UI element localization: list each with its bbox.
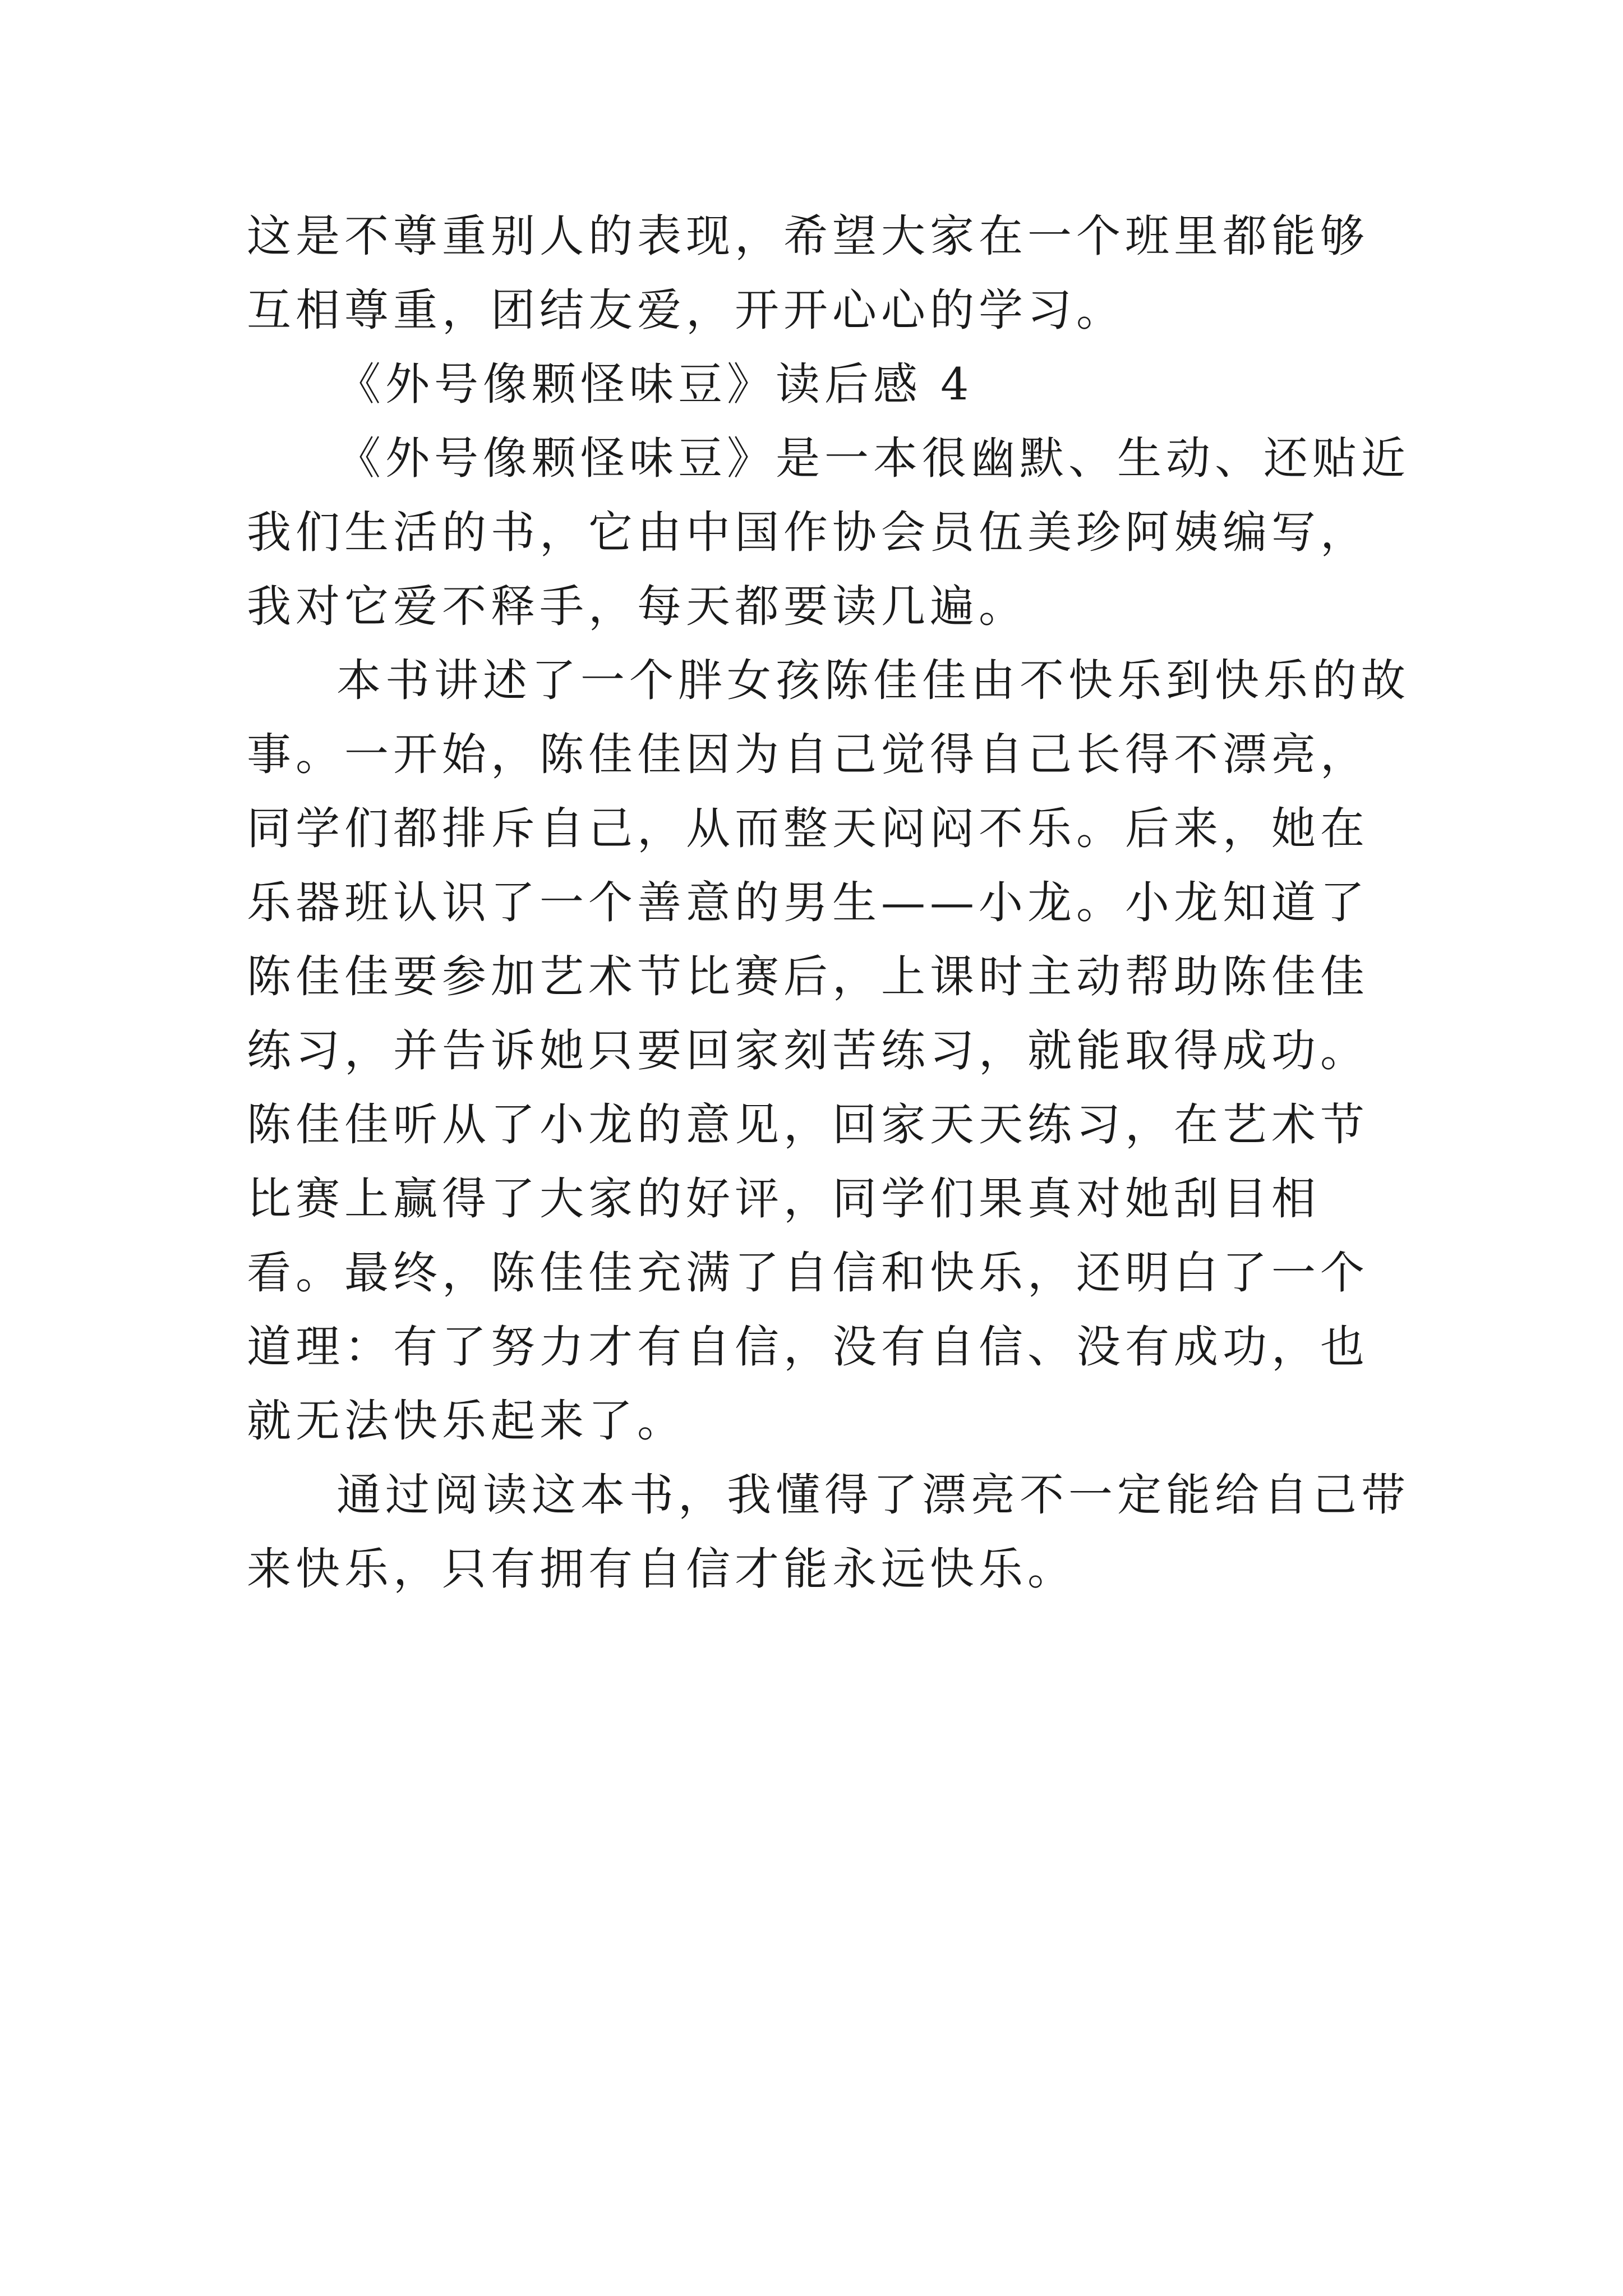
document-body [247, 199, 1413, 1606]
paragraph-story: 本书讲述了一个胖女孩陈佳佳由不快乐到快乐的故事。一开始，陈佳佳因为自己觉得自己长得不漂亮，同学们都排斥自己，从而整天闷闷不乐。后来，她在乐器班认识了一个善意的男生——小龙。小龙知道了陈佳佳要参加艺术节比赛后，上课时主动帮助陈佳佳练习，并告诉她只要回家刻苦练习，就能取得成功。陈佳佳听从了小龙的意见，回家天天练习，在艺术节比赛上赢得了大家的好评，同学们果真对她刮目相看。最终，陈佳佳充满了自信和快乐，还明白了一个道理：有了努力才有自信，没有自信、没有成功，也就无法快乐起来了。 [247, 655, 1410, 1447]
paragraph-continuation: 这是不尊重别人的表现，希望大家在一个班里都能够互相尊重，团结友爱，开开心心的学习。 [247, 210, 1369, 336]
section-heading: 《外号像颗怪味豆》读后感 4 [336, 358, 974, 410]
paragraph-intro: 《外号像颗怪味豆》是一本很幽默、生动、还贴近我们生活的书，它由中国作协会员伍美珍阿姨编写，我对它爱不释手，每天都要读几遍。 [247, 432, 1410, 632]
paragraph-conclusion: 通过阅读这本书，我懂得了漂亮不一定能给自己带来快乐，只有拥有自信才能永远快乐。 [247, 1469, 1410, 1595]
